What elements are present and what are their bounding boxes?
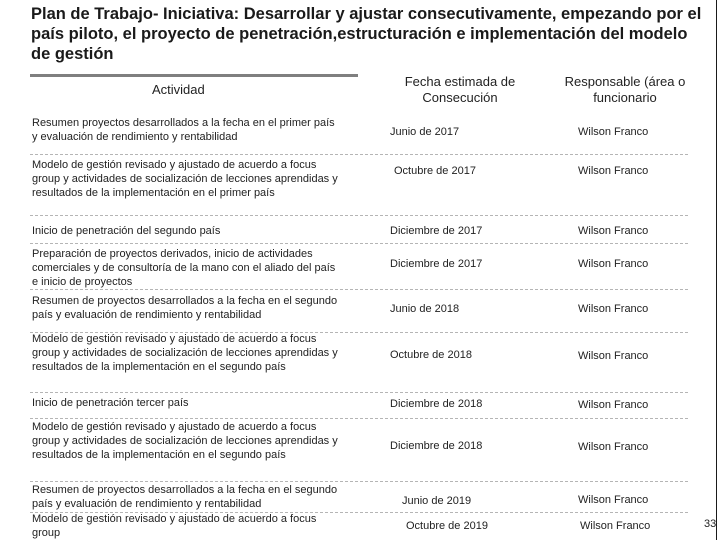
table-row bbox=[30, 289, 688, 333]
owner-cell: Wilson Franco bbox=[578, 258, 649, 270]
activity-cell: Resumen de proyectos desarrollados a la fecha en el segundo país y evaluación de rendimiento y rentabilidad bbox=[32, 295, 338, 321]
date-cell: Diciembre de 2018 bbox=[390, 398, 483, 410]
table-row bbox=[30, 243, 688, 290]
header-activity: Actividad bbox=[152, 82, 205, 97]
date-cell: Diciembre de 2017 bbox=[390, 258, 483, 270]
owner-cell: Wilson Franco bbox=[578, 441, 649, 453]
date-cell: Octubre de 2019 bbox=[406, 520, 488, 532]
table-row bbox=[30, 111, 688, 155]
activity-cell: Modelo de gestión revisado y ajustado de acuerdo a focus group bbox=[32, 513, 317, 539]
date-cell: Junio de 2017 bbox=[390, 126, 460, 138]
table-row bbox=[30, 418, 688, 482]
page-number: 33 bbox=[704, 518, 717, 530]
owner-cell: Wilson Franco bbox=[578, 165, 649, 177]
activity-cell: Resumen proyectos desarrollados a la fecha en el primer país y evaluación de rendimiento y rentabilidad bbox=[32, 117, 335, 143]
owner-cell: Wilson Franco bbox=[578, 494, 649, 506]
title-underline bbox=[30, 74, 358, 77]
activity-cell: Modelo de gestión revisado y ajustado de acuerdo a focus group y actividades de socialización de lecciones aprendidas y resultados de la implementación en el primer país bbox=[32, 159, 338, 199]
activity-cell: Preparación de proyectos derivados, inicio de actividades comerciales y de consultoría de la mano con el aliado del país e inicio de proyectos bbox=[32, 248, 336, 288]
date-cell: Junio de 2018 bbox=[390, 303, 460, 315]
owner-cell: Wilson Franco bbox=[578, 399, 649, 411]
date-cell: Diciembre de 2017 bbox=[390, 225, 483, 237]
date-cell: Junio de 2019 bbox=[402, 495, 472, 507]
activity-cell: Modelo de gestión revisado y ajustado de acuerdo a focus group y actividades de socialización de lecciones aprendidas y resultados de la implementación en el segundo país bbox=[32, 333, 338, 373]
owner-cell: Wilson Franco bbox=[578, 225, 649, 237]
header-owner: Responsable (área o funcionario bbox=[564, 74, 686, 105]
table-row bbox=[30, 481, 688, 513]
activity-cell: Resumen de proyectos desarrollados a la fecha en el segundo país y evaluación de rendimiento y rentabilidad bbox=[32, 484, 338, 510]
owner-cell: Wilson Franco bbox=[578, 350, 649, 362]
owner-cell: Wilson Franco bbox=[580, 520, 651, 532]
date-cell: Octubre de 2018 bbox=[390, 349, 472, 361]
table-row bbox=[30, 215, 688, 244]
table-row bbox=[30, 512, 688, 540]
page-title: Plan de Trabajo- Iniciativa: Desarrollar y ajustar consecutivamente, empezando por el país piloto, el proyecto de penetración,estructuración e implementación del modelo de gestión bbox=[31, 5, 702, 63]
activity-cell: Inicio de penetración tercer país bbox=[32, 397, 189, 409]
header-date: Fecha estimada de Consecución bbox=[404, 74, 516, 105]
table-row bbox=[30, 392, 688, 419]
table-row bbox=[30, 154, 688, 216]
date-cell: Diciembre de 2018 bbox=[390, 440, 483, 452]
date-cell: Octubre de 2017 bbox=[394, 165, 476, 177]
owner-cell: Wilson Franco bbox=[578, 303, 649, 315]
owner-cell: Wilson Franco bbox=[578, 126, 649, 138]
table-row bbox=[30, 332, 688, 393]
right-edge-line bbox=[716, 0, 717, 540]
activity-cell: Inicio de penetración del segundo país bbox=[32, 225, 221, 237]
activity-cell: Modelo de gestión revisado y ajustado de acuerdo a focus group y actividades de socialización de lecciones aprendidas y resultados de la implementación en el segundo país bbox=[32, 421, 338, 461]
